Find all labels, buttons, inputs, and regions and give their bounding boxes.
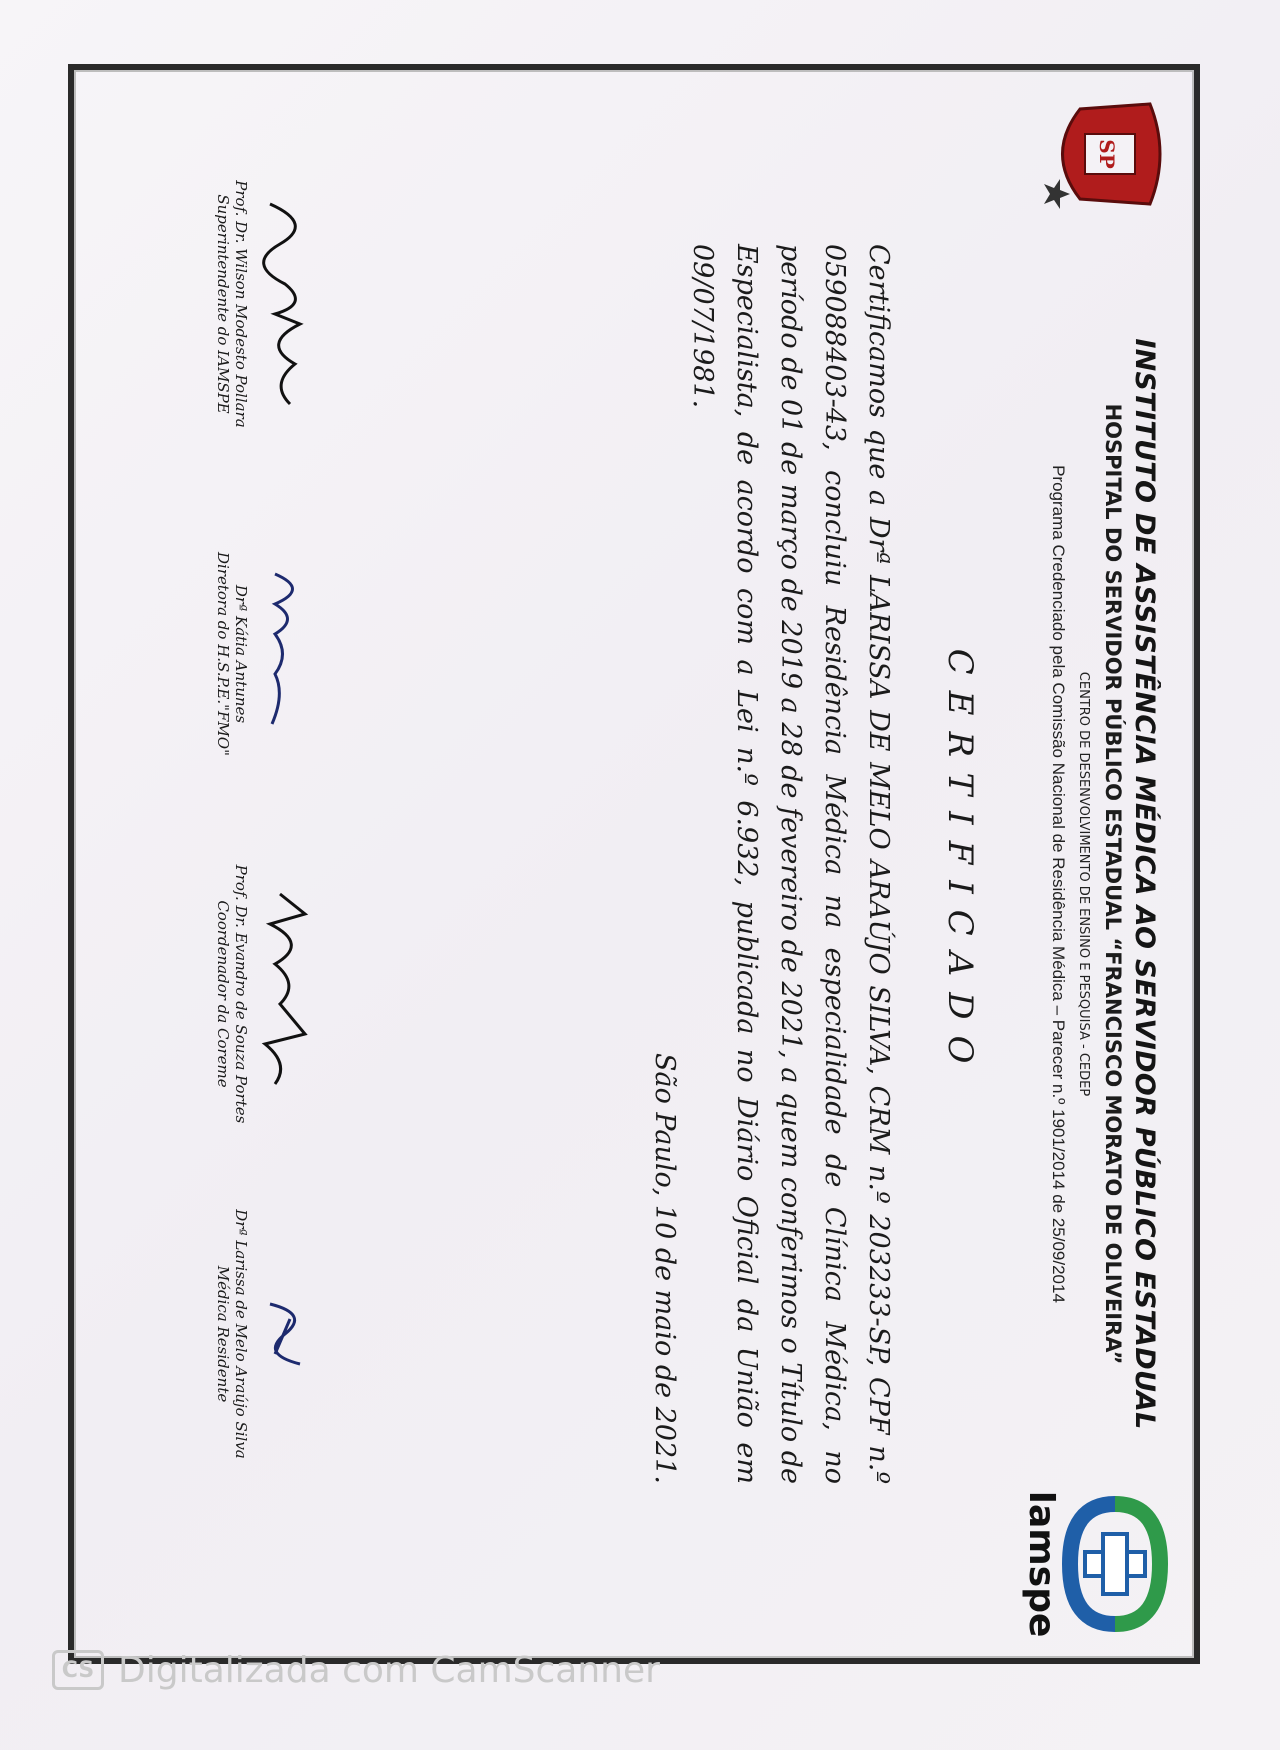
handwritten-signature-icon [250, 564, 320, 744]
signature-name: Prof. Dr. Evandro de Souza Portes [232, 864, 250, 1124]
handwritten-signature-icon [250, 1284, 320, 1384]
certificate-body: Certificamos que a Drª LARISSA DE MELO ARAÚJO SILVA, CRM n.º 203233-SP, CPF n.º 059088403-43, concluiu Residência Médica na especialidade de Clínica Médica, no período de 01 de março de 2019 a 28 de fevereiro de 2021, a quem conferimos o Título de Especialista, de acordo com a Lei n.º 6.932, publicada no Diário Oficial da União em 09/07/1981. [687, 244, 894, 1484]
signature-role: Superintendente do IAMSPE [214, 194, 232, 414]
signature-name: Prof. Dr. Wilson Modesto Pollara [232, 180, 250, 428]
signature-superintendent [214, 154, 320, 454]
program-accreditation: Programa Credenciado pela Comissão Nacional de Residência Médica – Parecer n.º 1901/2014 de 25/09/2014 [1049, 465, 1068, 1303]
center-title: CENTRO DE DESENVOLVIMENTO DE ENSINO E PESQUISA - CEDEP [1076, 671, 1091, 1097]
institute-title: INSTITUTO DE ASSISTÊNCIA MÉDICA AO SERVIDOR PÚBLICO ESTADUAL [1129, 338, 1160, 1430]
signature-role: Médica Residente [214, 1265, 232, 1403]
iamspe-cross-icon [1060, 1484, 1170, 1644]
signature-role: Diretora do H.S.P.E."FMO" [214, 552, 232, 756]
iamspe-logo-text: Iamspe [1021, 1490, 1062, 1638]
signature-name: Drª Kátia Antunes [232, 584, 250, 724]
signature-name: Drª Larissa de Melo Araújo Silva [232, 1209, 250, 1459]
seal-label: SP [1095, 139, 1119, 169]
hospital-title: HOSPITAL DO SERVIDOR PÚBLICO ESTADUAL “FRANCISCO MORATO DE OLIVEIRA” [1101, 403, 1125, 1365]
iamspe-logo [1020, 1484, 1170, 1644]
signature-coordinator [214, 844, 320, 1144]
certificate-content [68, 64, 1200, 1664]
handwritten-signature-icon [250, 884, 320, 1104]
camscanner-icon: CS [52, 1650, 104, 1690]
sao-paulo-seal-icon [1040, 94, 1170, 214]
camscanner-text: Digitalizada com CamScanner [118, 1649, 660, 1691]
signature-director [214, 504, 320, 804]
camscanner-watermark [52, 1648, 660, 1692]
signature-resident [214, 1184, 320, 1484]
header [1048, 284, 1160, 1484]
handwritten-signature-icon [250, 194, 320, 414]
certificate-heading: CERTIFICADO [940, 648, 980, 1080]
signature-role: Coordenador da Coreme [214, 900, 232, 1088]
certificate-date: São Paulo, 10 de maio de 2021. [649, 1052, 680, 1484]
